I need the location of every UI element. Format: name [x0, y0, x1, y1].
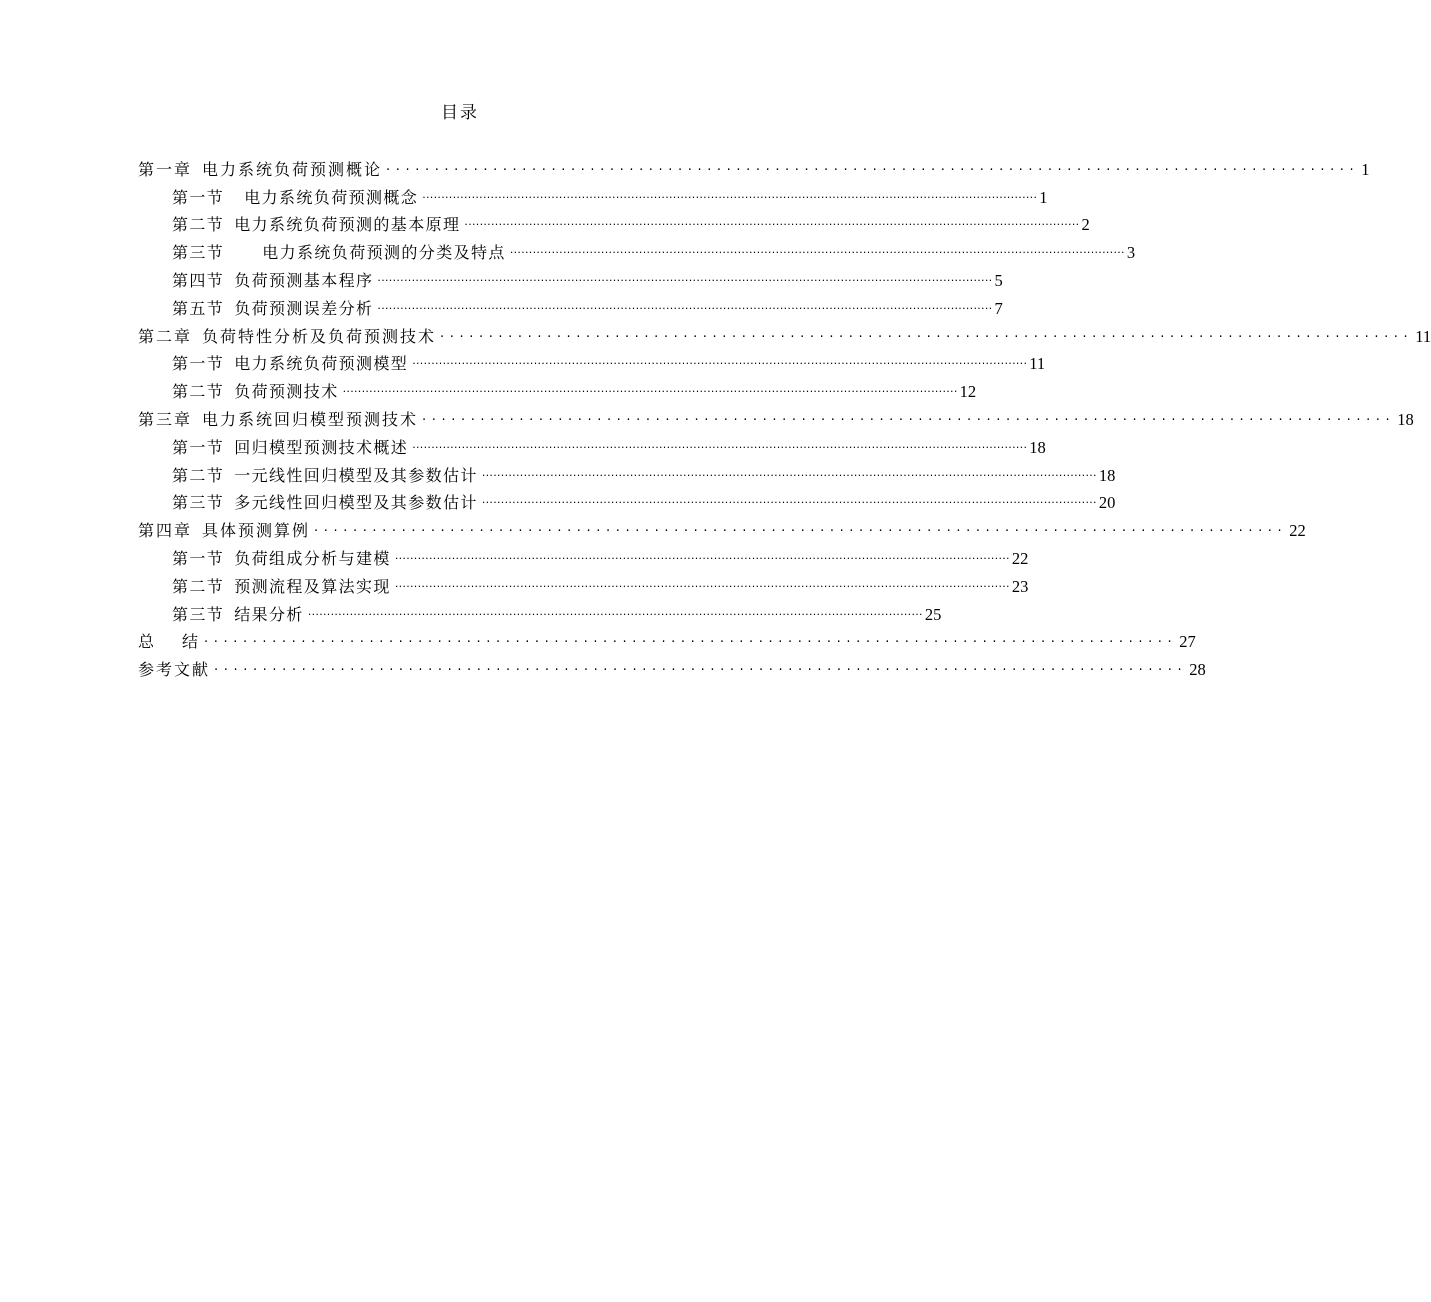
toc-leader-dots: .................................................................................................... [214, 659, 1188, 675]
toc-entry-section[interactable] [138, 180, 1048, 208]
toc-leader-dots: .................................................................................................................................................................. [481, 465, 1097, 479]
toc-entry-page: 23 [1011, 576, 1029, 596]
toc-leader-dots: .................................................................................................... [440, 325, 1414, 341]
toc-entry-number: 第二节 [172, 465, 225, 485]
toc-entry-page: 11 [1415, 326, 1431, 346]
toc-entry-page: 11 [1029, 354, 1046, 374]
toc-title: 目录 [441, 103, 479, 123]
toc-entry-section[interactable] [138, 597, 942, 625]
toc-leader-dots: .................................................................................................................................................................. [377, 298, 993, 312]
toc-entry-page: 18 [1029, 437, 1046, 457]
toc-entry-page: 3 [1126, 243, 1136, 263]
toc-entry-number: 第四章 [138, 521, 193, 541]
toc-entry-title: 负荷预测误差分析 [234, 298, 374, 318]
toc-entry-references[interactable] [138, 652, 1206, 680]
toc-list [138, 152, 1431, 680]
toc-entry-section[interactable] [138, 291, 1003, 319]
toc-entry-section[interactable] [138, 458, 1116, 486]
toc-entry-summary[interactable] [138, 625, 1196, 653]
toc-entry-number: 第二节 [172, 382, 225, 402]
toc-entry-page: 7 [994, 298, 1003, 318]
toc-leader-dots: .................................................................................................................................................................. [509, 243, 1125, 257]
toc-entry-number: 第一节 [172, 437, 225, 457]
toc-entry-title: 电力系统负荷预测概论 [202, 159, 383, 179]
toc-entry-section[interactable] [138, 235, 1136, 263]
toc-entry-title: 负荷组成分析与建模 [234, 548, 391, 568]
toc-entry-section[interactable] [138, 486, 1116, 514]
toc-entry-number: 第三节 [172, 493, 225, 513]
toc-entry-number: 第一章 [138, 159, 193, 179]
toc-entry-title: 一元线性回归模型及其参数估计 [234, 465, 478, 485]
toc-entry-page: 22 [1011, 548, 1029, 568]
toc-entry-title: 负荷预测技术 [234, 382, 339, 402]
toc-entry-title: 预测流程及算法实现 [234, 576, 391, 596]
toc-entry-number: 第二章 [138, 326, 193, 346]
toc-entry-title: 结 [182, 632, 201, 652]
toc-entry-page: 22 [1289, 521, 1306, 541]
toc-entry-page: 1 [1039, 187, 1048, 207]
toc-entry-number: 第三节 [172, 604, 225, 624]
toc-leader-dots: .................................................................................................................................................................. [394, 548, 1010, 562]
toc-leader-dots: .................................................................................................................................................................. [377, 270, 993, 284]
toc-entry-page: 18 [1397, 409, 1414, 429]
toc-entry-title: 电力系统负荷预测的基本原理 [234, 215, 461, 235]
toc-entry-chapter-1[interactable] [138, 152, 1370, 180]
toc-entry-title: 电力系统负荷预测概念 [244, 187, 419, 207]
toc-entry-number: 第二节 [172, 215, 225, 235]
toc-entry-section[interactable] [138, 541, 1029, 569]
toc-entry-number: 第一节 [172, 187, 225, 207]
toc-entry-page: 27 [1179, 632, 1196, 652]
toc-entry-number: 第三章 [138, 409, 193, 429]
toc-leader-dots: .................................................................................................................................................................. [464, 215, 1080, 229]
toc-entry-section[interactable] [138, 208, 1090, 236]
toc-leader-dots: .................................................................................................... [314, 520, 1288, 536]
toc-entry-page: 1 [1361, 159, 1370, 179]
toc-entry-chapter-2[interactable] [138, 319, 1431, 347]
toc-entry-title: 电力系统负荷预测的分类及特点 [262, 243, 506, 263]
toc-entry-section[interactable] [138, 263, 1003, 291]
toc-leader-dots: .................................................................................................... [386, 158, 1360, 174]
toc-entry-title: 负荷预测基本程序 [234, 270, 374, 290]
toc-leader-dots: .................................................................................................................................................................. [422, 187, 1038, 201]
toc-entry-title: 负荷特性分析及负荷预测技术 [202, 326, 437, 346]
toc-entry-title: 回归模型预测技术概述 [234, 437, 409, 457]
toc-entry-number: 第一节 [172, 354, 225, 374]
toc-entry-number: 第三节 [172, 243, 225, 263]
toc-entry-section[interactable] [138, 430, 1046, 458]
toc-entry-number: 第二节 [172, 576, 225, 596]
toc-entry-title: 参考文献 [138, 660, 211, 680]
toc-entry-title: 结果分析 [234, 604, 304, 624]
toc-entry-page: 25 [924, 604, 942, 624]
toc-entry-chapter-4[interactable] [138, 513, 1306, 541]
toc-leader-dots: .................................................................................................................................................................. [342, 382, 958, 396]
toc-entry-page: 12 [959, 382, 977, 402]
toc-leader-dots: .................................................................................................................................................................. [481, 493, 1097, 507]
toc-entry-title: 多元线性回归模型及其参数估计 [234, 493, 478, 513]
toc-entry-chapter-3[interactable] [138, 402, 1414, 430]
toc-leader-dots: .................................................................................................................................................................. [394, 576, 1010, 590]
toc-leader-dots: .................................................................................................................................................................. [412, 354, 1028, 368]
toc-entry-number: 第四节 [172, 270, 225, 290]
toc-entry-page: 5 [994, 270, 1003, 290]
toc-entry-section[interactable] [138, 347, 1046, 375]
toc-entry-title: 电力系统回归模型预测技术 [202, 409, 419, 429]
toc-entry-page: 2 [1081, 215, 1090, 235]
toc-entry-page: 20 [1098, 493, 1116, 513]
toc-leader-dots: .................................................................................................................................................................. [412, 437, 1028, 451]
toc-leader-dots: .................................................................................................... [422, 408, 1396, 424]
toc-entry-number: 第一节 [172, 548, 225, 568]
toc-entry-number: 总 [138, 632, 157, 652]
toc-entry-page: 18 [1098, 465, 1116, 485]
toc-entry-number: 第五节 [172, 298, 225, 318]
toc-entry-title: 电力系统负荷预测模型 [234, 354, 409, 374]
toc-leader-dots: .................................................................................................................................................................. [307, 604, 923, 618]
toc-leader-dots: .................................................................................................... [204, 631, 1178, 647]
toc-entry-section[interactable] [138, 569, 1029, 597]
toc-entry-section[interactable] [138, 374, 977, 402]
toc-entry-title: 具体预测算例 [202, 521, 311, 541]
toc-entry-page: 28 [1189, 660, 1206, 680]
